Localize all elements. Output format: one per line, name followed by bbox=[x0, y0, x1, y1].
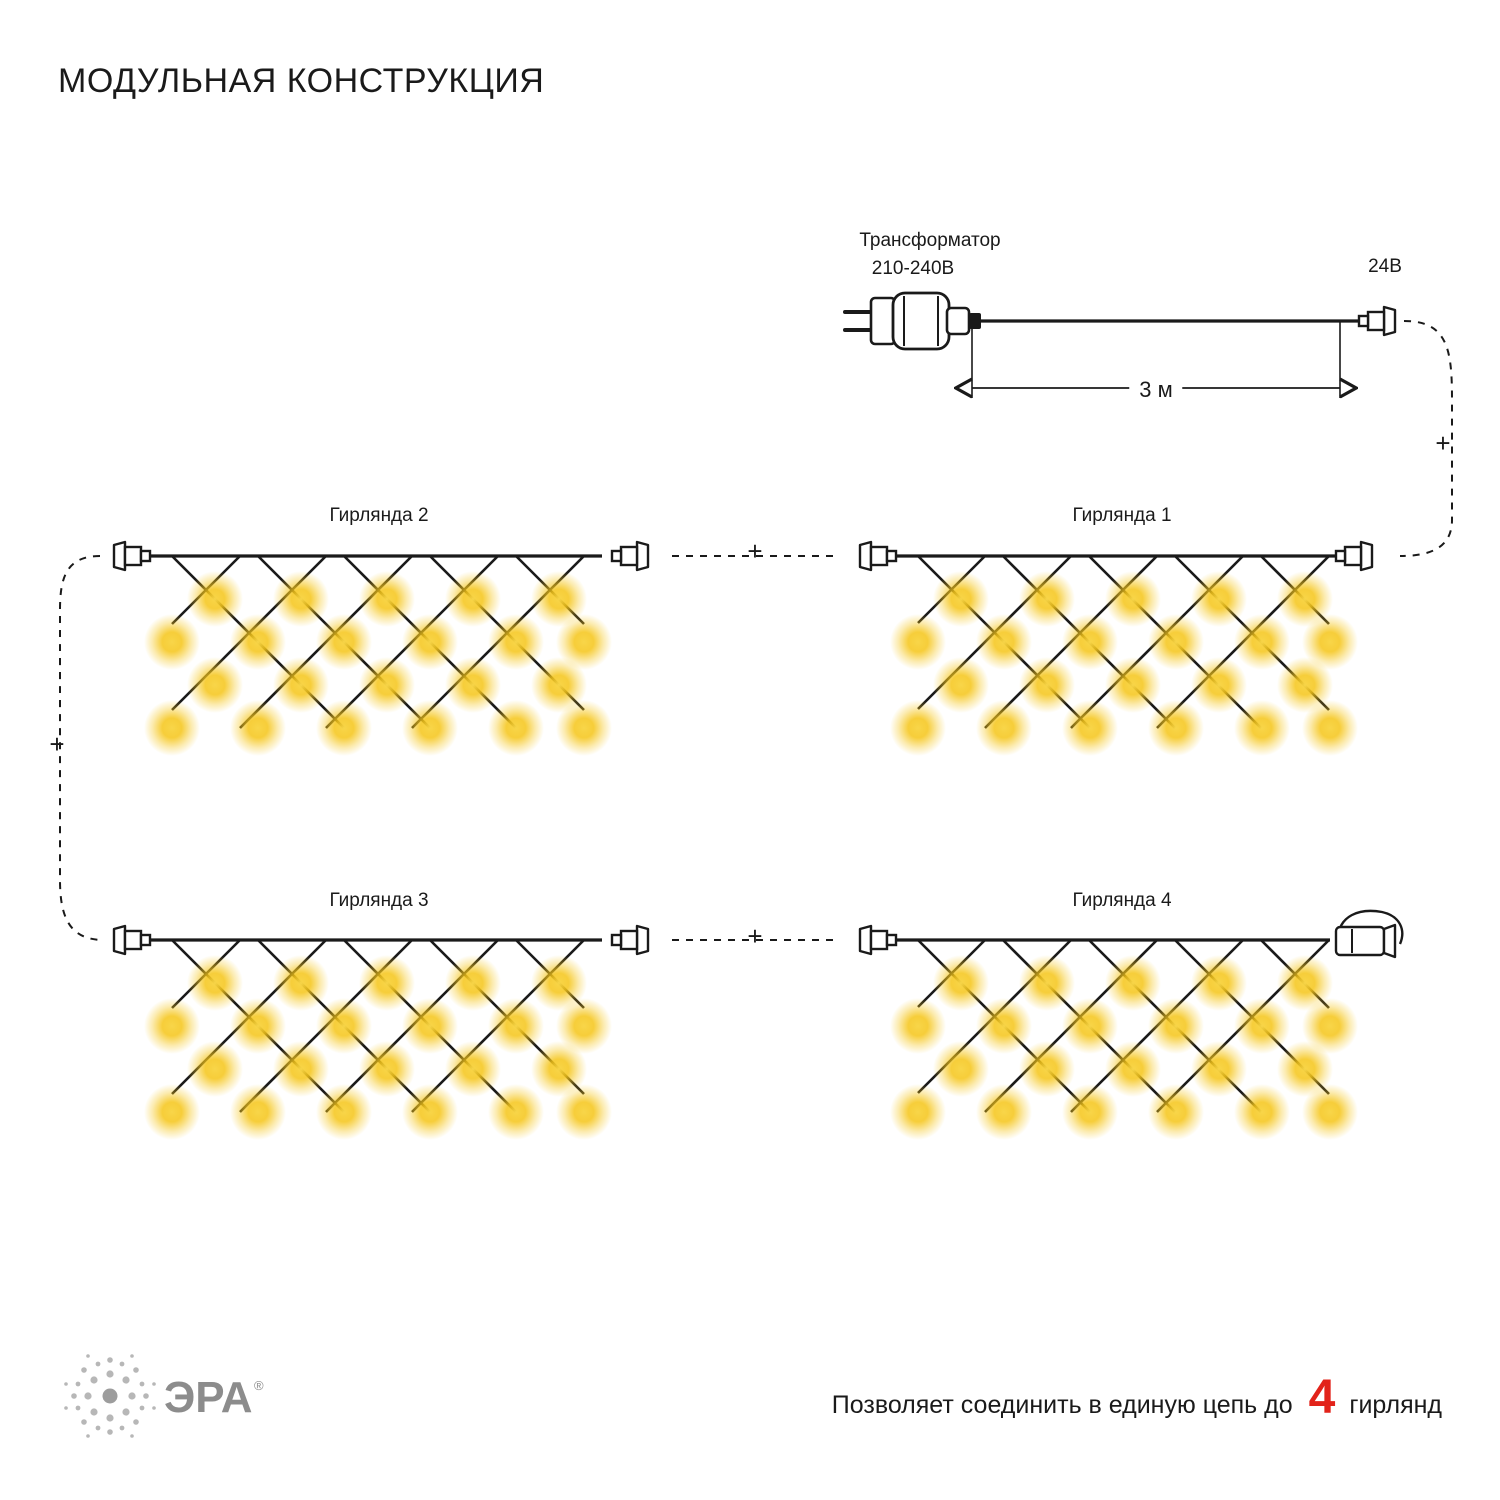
transformer-label-line1: Трансформатор bbox=[859, 230, 1001, 251]
page-title: МОДУЛЬНАЯ КОНСТРУКЦИЯ bbox=[58, 62, 545, 100]
output-voltage-label: 24В bbox=[1368, 256, 1402, 277]
garland-3-leds bbox=[144, 955, 612, 1140]
logo-registered-mark: ® bbox=[254, 1378, 264, 1393]
garland-4-end-cap bbox=[1336, 911, 1402, 957]
garland-1-label: Гирлянда 1 bbox=[1072, 505, 1172, 526]
logo-wordmark: ЭРА bbox=[164, 1373, 253, 1422]
footer-text-after: гирлянд bbox=[1349, 1391, 1442, 1419]
plus-mark-right: + bbox=[1435, 428, 1451, 458]
transformer-body bbox=[893, 293, 981, 349]
garland-2-label: Гирлянда 2 bbox=[329, 505, 429, 526]
mains-plug-icon bbox=[845, 298, 895, 344]
garland-3-net bbox=[114, 926, 648, 1140]
era-logo bbox=[58, 1350, 268, 1442]
garland-2-leds bbox=[144, 571, 612, 756]
footer-text-before: Позволяет соединить в единую цепь до bbox=[831, 1391, 1293, 1419]
plus-mark-bottom-middle: + bbox=[747, 921, 763, 951]
garland-4-net bbox=[860, 911, 1402, 1140]
plus-mark-top-middle: + bbox=[747, 536, 763, 566]
garland-3-label: Гирлянда 3 bbox=[329, 890, 429, 911]
garland-1-leds bbox=[890, 571, 1358, 756]
garland-1-net bbox=[860, 542, 1372, 756]
transformer-group bbox=[845, 293, 1395, 398]
transformer-label-line2: 210-240В bbox=[871, 258, 955, 279]
footer-caption bbox=[831, 1371, 1442, 1424]
connector-24v bbox=[1359, 307, 1395, 335]
garland-2-net bbox=[114, 542, 648, 756]
link-garland2-to-garland3 bbox=[60, 556, 104, 940]
plus-mark-left: + bbox=[49, 729, 65, 759]
garland-4-leds bbox=[890, 955, 1358, 1140]
garland-4-label: Гирлянда 4 bbox=[1072, 890, 1172, 911]
cable-length-label: 3 м bbox=[1129, 377, 1182, 403]
footer-count: 4 bbox=[1308, 1371, 1336, 1424]
logo-dot-pattern bbox=[64, 1354, 156, 1438]
